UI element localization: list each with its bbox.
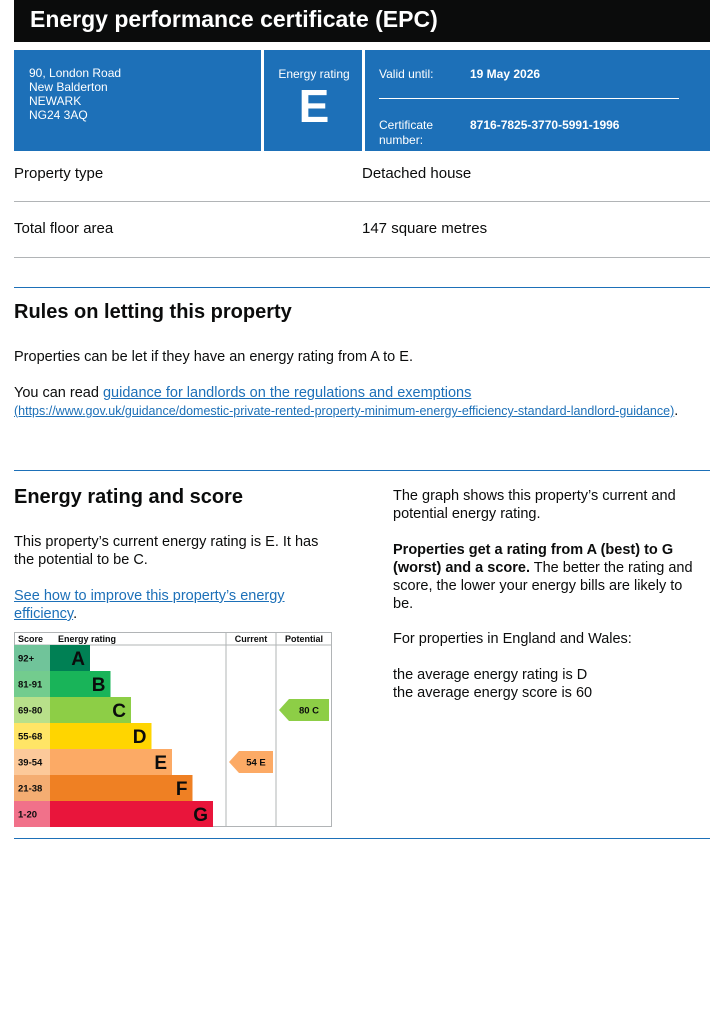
energy-heading: Energy rating and score [14, 486, 243, 508]
band-score-label: 55-68 [18, 731, 43, 743]
improve-link[interactable]: See how to improve this property’s energy efficiency [14, 588, 285, 622]
band-letter: F [175, 779, 188, 800]
section-divider [14, 287, 710, 288]
guidance-url-link[interactable]: (https://www.gov.uk/guidance/domestic-private-rented-property-minimum-energy-efficiency-standard-landlord-guidance) [14, 404, 675, 418]
address-line: NG24 3AQ [29, 108, 88, 122]
divider [14, 201, 710, 202]
energy-rating-paragraph: This property’s current energy rating is E. It has the potential to be C. [14, 534, 319, 568]
valid-until-value: 19 May 2026 [470, 67, 541, 81]
graph-description: The graph shows this property’s current and potential energy rating. [393, 488, 676, 522]
rules-guidance-paragraph [14, 384, 704, 420]
band-score-label: 92+ [18, 653, 35, 665]
address-line: New Balderton [29, 80, 108, 94]
floor-area-label: Total floor area [14, 220, 114, 237]
rating-explanation [393, 541, 705, 613]
rules-paragraph: Properties can be let if they have an energy rating from A to E. [14, 349, 413, 365]
chart-header-score: Score [18, 634, 44, 644]
address [29, 66, 121, 122]
certificate-number-label: Certificate number: [379, 118, 434, 147]
energy-rating-chart [14, 632, 332, 827]
potential-rating-label: 80 C [298, 705, 320, 717]
chart-markers [229, 699, 329, 773]
band-score-label: 1-20 [18, 809, 38, 821]
certificate-number-value: 8716-7825-3770-5991-1996 [470, 118, 620, 132]
current-rating-label: 54 E [246, 757, 266, 769]
energy-rating-label: Energy rating [278, 67, 350, 81]
band-score-label: 39-54 [18, 757, 43, 769]
band-score-label: 81-91 [18, 679, 43, 691]
chart-header-current: Current [234, 634, 268, 644]
address-line: NEWARK [29, 94, 82, 108]
floor-area-value: 147 square metres [362, 220, 488, 237]
band-letter: A [71, 649, 85, 670]
band-letter: C [112, 701, 126, 722]
divider [379, 98, 679, 99]
region-note: For properties in England and Wales: [393, 631, 632, 647]
address-line: 90, London Road [29, 66, 122, 80]
page-title: Energy performance certificate (EPC) [30, 6, 438, 32]
band-letter: D [132, 727, 147, 748]
valid-until-label: Valid until: [379, 67, 434, 81]
section-divider [14, 838, 710, 839]
energy-rating-letter: E [298, 80, 330, 132]
improve-paragraph [14, 587, 319, 623]
summary-box [14, 50, 710, 151]
property-type-value: Detached house [362, 165, 472, 182]
guidance-link[interactable]: guidance for landlords on the regulations and exemptions [102, 385, 472, 401]
chart-bands [14, 645, 213, 827]
rules-heading: Rules on letting this property [14, 301, 292, 323]
divider [362, 50, 365, 151]
property-type-label: Property type [14, 165, 104, 182]
average-rating: the average energy rating is D [393, 667, 588, 683]
band-bar [50, 801, 213, 827]
band-score-label: 21-38 [18, 783, 43, 795]
chart-header-potential: Potential [284, 634, 324, 644]
divider [14, 257, 710, 258]
band-letter: E [154, 753, 167, 774]
rating-explanation-bold: Properties get a rating from A (best) to G (worst) and a score. [393, 542, 674, 576]
rating-explanation-rest: The better the rating and score, the lower your energy bills are likely to be. [393, 560, 693, 612]
title-bar [14, 0, 710, 42]
section-divider [14, 470, 710, 471]
band-letter: B [91, 675, 106, 696]
improve-suffix: . [73, 606, 78, 622]
average-score: the average energy score is 60 [393, 685, 593, 701]
band-score-label: 69-80 [18, 705, 43, 717]
guidance-prefix: You can read [14, 385, 103, 401]
chart-header-rating: Energy rating [58, 634, 117, 644]
guidance-suffix: . [674, 403, 679, 419]
band-bar [50, 775, 193, 801]
band-letter: G [193, 805, 208, 826]
